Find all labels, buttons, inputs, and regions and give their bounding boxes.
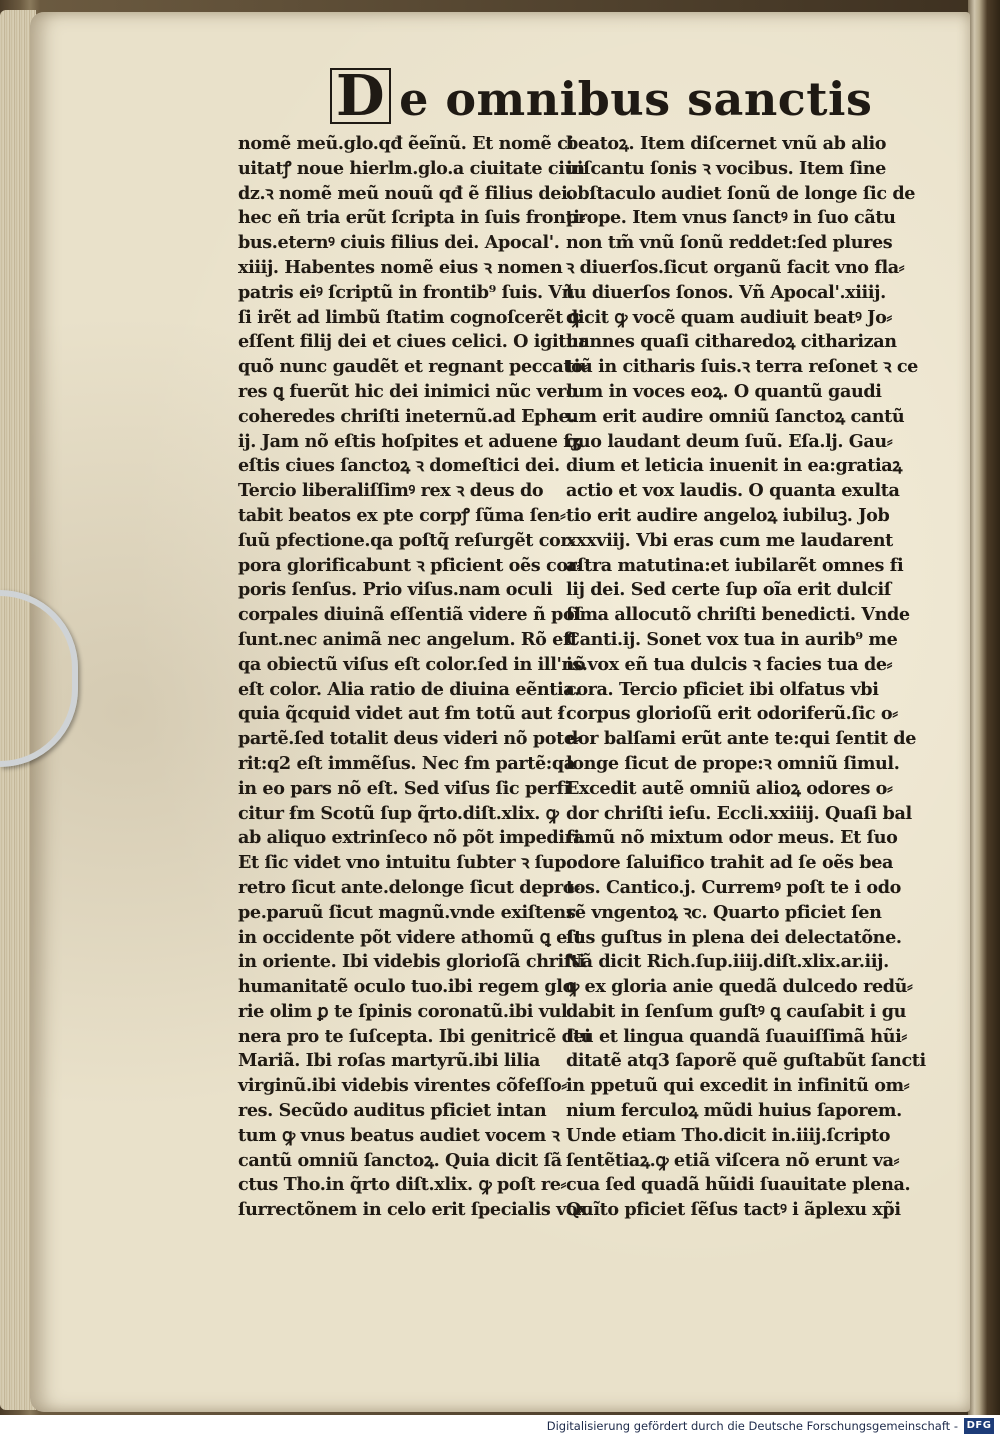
text-line: dabit in ſenſum guſtꝰ ꝗ cauſabit i gu	[566, 1000, 906, 1022]
text-line: ſunt.nec animã nec angelum. Rõ eſt	[238, 628, 578, 650]
text-line: ij. Jam nõ eſtis hoſpites et aduene ſʒ	[238, 430, 581, 452]
text-line: cua ſed quadã hũidi ſuauitate plena.	[566, 1174, 911, 1196]
text-line: pora glorificabunt ꝛ pficient oẽs cor⸗	[238, 554, 582, 576]
dfg-logo: DFG	[964, 1418, 994, 1434]
text-line: ſurrectõnem in celo erit ſpecialis vox	[238, 1199, 588, 1221]
text-line: longe ſicut de prope:ꝛ omniũ ſimul.	[566, 752, 900, 774]
text-line: uitatꝭ noue hierlm.glo.a ciuitate ciuiſ	[238, 157, 591, 179]
text-line: poris ſenſus. Prio viſus.nam oculi	[238, 579, 553, 601]
text-line: ab aliquo extrinſeco nõ põt impediri.	[238, 827, 586, 849]
text-line: hannes quaſi citharedoꝝ citharizan	[566, 331, 897, 353]
text-line: qa obiectũ viſus eſt color.ſed in ill'nõ	[238, 653, 586, 675]
text-line: res. Secũdo auditus pficiet intan	[238, 1100, 547, 1122]
text-line: Excedit autẽ omniũ alioꝝ odores o⸗	[566, 777, 893, 799]
text-line: ꝛ diuerſos.ſicut organũ facit vno fla⸗	[566, 256, 905, 278]
text-line: in cantu ſonis ꝛ vocibus. Item ſine	[566, 157, 886, 179]
text-line: in occidente põt videre athomũ ꝗ eſt	[238, 926, 582, 948]
text-line: prope. Item vnus ſanctꝰ in ſuo cãtu	[566, 207, 896, 229]
page-heading	[330, 63, 873, 138]
text-line: eſtis ciues ſanctoꝝ ꝛ domeſtici dei.	[238, 455, 560, 477]
text-line: ditatẽ atq3 ſaporẽ quẽ guſtabũt ſancti	[566, 1050, 926, 1072]
text-line: eſt color. Alia ratio de diuina eẽntia.	[238, 678, 580, 700]
text-line: tiũ in citharis ſuis.ꝛ terra reſonet ꝛ ce	[566, 356, 918, 378]
text-line: nium ferculoꝝ mũdi huius ſaporem.	[566, 1100, 902, 1122]
text-line: non tm̃ vnũ ſonũ reddet:ſed plures	[566, 232, 893, 254]
text-line: tio erit audire angeloꝝ iubiluꝫ. Job	[566, 504, 890, 526]
text-line: virginũ.ibi videbis virentes cõfeſſo⸗	[238, 1075, 567, 1097]
text-line: hec eñ tria erũt ſcripta in ſuis fronti⸗	[238, 207, 585, 229]
text-line: nomẽ meũ.glo.qđ ẽeĩnũ. Et nomẽ ci	[238, 133, 574, 154]
text-line: dium et leticia inuenit in ea:gratiaꝝ	[566, 455, 902, 477]
text-line: patris eiꝰ ſcriptũ in frontib⁹ ſuis. Vñ	[238, 281, 575, 303]
text-line: beatoꝝ. Item diſcernet vnũ ab alio	[566, 133, 887, 154]
text-line: corpus glorioſũ erit odoriferũ.ſic o⸗	[566, 703, 898, 725]
text-line: tos. Cantico.j. Curremꝰ poſt te i odo	[566, 876, 901, 898]
text-line: citur ẜm Scotũ ſup q̃rto.diſt.xlix. ꝙ	[238, 802, 559, 824]
text-line: Tercio liberaliſſimꝰ rex ꝛ deus do	[238, 480, 544, 502]
text-line: rie olim ꝑ te ſpinis coronatũ.ibi vul	[238, 1000, 568, 1022]
text-line: humanitatẽ oculo tuo.ibi regem glo	[238, 976, 574, 998]
text-line: ſtu et lingua quandã ſuauiſſimã hũi⸗	[566, 1025, 907, 1047]
text-line: cora. Tercio pficiet ibi olfatus vbi	[566, 678, 879, 700]
text-line: eſſent filij dei et ciues celici. O igitur	[238, 331, 588, 353]
text-line: ſus guſtus in plena dei delectatõne.	[566, 926, 902, 948]
text-line: in ppetuũ qui excedit in infinitũ om⸗	[566, 1075, 910, 1097]
book-cover-edge	[968, 0, 1000, 1415]
text-line: dor balſami erũt ante te:qui ſentit de	[566, 728, 916, 750]
text-line: ſima allocutõ chriſti benedicti. Vnde	[566, 604, 910, 626]
text-line: odore ſaluifico trahit ad ſe oẽs bea	[566, 852, 894, 874]
text-line: ſamũ nõ mixtum odor meus. Et ſuo	[566, 827, 898, 849]
text-line: actio et vox laudis. O quanta exulta	[566, 480, 900, 502]
text-line: dor chriſti ieſu. Eccli.xxiiij. Quaſi bal	[566, 802, 912, 824]
text-line: coheredes chriſti ineternũ.ad Ephe.	[238, 405, 575, 427]
text-line: Quĩto pficiet ſẽſus tactꝰ i ãplexu xp̃i	[566, 1199, 901, 1221]
text-line: um erit audire omniũ ſanctoꝝ cantũ	[566, 405, 905, 427]
text-line: dz.ꝛ nomẽ meũ nouũ qđ ẽ filius dei.	[238, 182, 574, 204]
text-line: retro ſicut ante.delonge ſicut depro⸗	[238, 876, 580, 898]
text-line: lij dei. Sed certe ſup oĩa erit dulciſ	[566, 579, 891, 601]
text-line: rẽ vngentoꝝ ꝛc. Quarto pficiet ſen	[566, 901, 882, 923]
heading-text: e omnibus sanctis	[399, 72, 873, 126]
text-line: Mariã. Ibi roſas martyrũ.ibi lilia	[238, 1050, 540, 1072]
text-line: xiiij. Habentes nomẽ eius ꝛ nomen	[238, 256, 563, 278]
text-line: quõ nunc gaudẽt et regnant peccato⸗	[238, 356, 588, 378]
text-line: in oriente. Ibi videbis glorioſã chriſti	[238, 951, 585, 973]
text-column-right	[566, 132, 926, 1223]
text-line: tabit beatos ex pte corpꝭ ſũma ſen⸗	[238, 504, 566, 526]
text-line: lum in voces eoꝝ. O quantũ gaudi	[566, 380, 882, 402]
text-line: quo laudant deum ſuũ. Eſa.lj. Gau⸗	[566, 430, 893, 452]
footer-bar	[0, 1415, 1000, 1438]
text-line: res ꝗ fuerũt hic dei inimici nũc vero	[238, 380, 578, 402]
text-line: tum ꝙ vnus beatus audiet vocem ꝛ	[238, 1124, 560, 1146]
text-line: Canti.ij. Sonet vox tua in aurib⁹ me	[566, 628, 898, 650]
text-line: ſuũ pfectione.qa poſtq̃ reſurgẽt cor⸗	[238, 529, 575, 551]
text-line: ctus Tho.in q̃rto diſt.xlix. ꝙ poſt re⸗	[238, 1174, 566, 1196]
text-line: ſentẽtiaꝝ.ꝙ etiã viſcera nõ erunt va⸗	[566, 1149, 900, 1171]
text-column-left	[238, 132, 591, 1223]
text-line: cantũ omniũ ſanctoꝝ. Quia dicit ſã	[238, 1149, 562, 1171]
text-line: ꝙ ex gloria anie quedã dulcedo redũ⸗	[566, 976, 913, 998]
text-line: is.vox eñ tua dulcis ꝛ facies tua de⸗	[566, 653, 893, 675]
heading-initial: D	[330, 68, 391, 124]
text-line: ſi irẽt ad limbũ ſtatim cognoſcerẽt ꝙ	[238, 306, 582, 328]
text-line: aſtra matutina:et iubilarẽt omnes fi	[566, 554, 904, 576]
text-line: bus.eternꝰ ciuis filius dei. Apocal'.	[238, 232, 560, 254]
text-line: corpales diuinã eſſentiã videre ñ poſ	[238, 604, 582, 626]
text-line: xxxviij. Vbi eras cum me laudarent	[566, 529, 893, 551]
text-line: pe.paruũ ſicut magnũ.vnde exiſtens	[238, 901, 576, 923]
footer-credit: Digitalisierung gefördert durch die Deutsche Forschungsgemeinschaft -	[546, 1419, 958, 1433]
text-line: in eo pars nõ eſt. Sed viſus ſic perfi	[238, 777, 570, 799]
text-line: Nã dicit Rich.ſup.iiij.diſt.xlix.ar.iij.	[566, 951, 889, 973]
text-line: tu diuerſos ſonos. Vñ Apocal'.xiiij.	[566, 281, 886, 303]
text-line: rit:q2 eſt immẽſus. Nec ẜm partẽ:qa	[238, 752, 575, 774]
text-line: dicit ꝙ vocẽ quam audiuit beatꝰ Jo⸗	[566, 306, 892, 328]
text-line: Unde etiam Tho.dicit in.iiij.ſcripto	[566, 1124, 891, 1146]
text-line: obſtaculo audiet ſonũ de longe ſic de	[566, 182, 916, 204]
text-line: quia q̃cquid videt aut ẜm totũ aut ẜ	[238, 703, 565, 725]
text-line: nera pro te ſuſcepta. Ibi genitricẽ dei	[238, 1025, 591, 1047]
text-line: partẽ.ſed totalit deus videri nõ pote⸗	[238, 728, 581, 750]
text-line: Et ſic videt vno intuitu ſubter ꝛ ſup.	[238, 852, 572, 874]
